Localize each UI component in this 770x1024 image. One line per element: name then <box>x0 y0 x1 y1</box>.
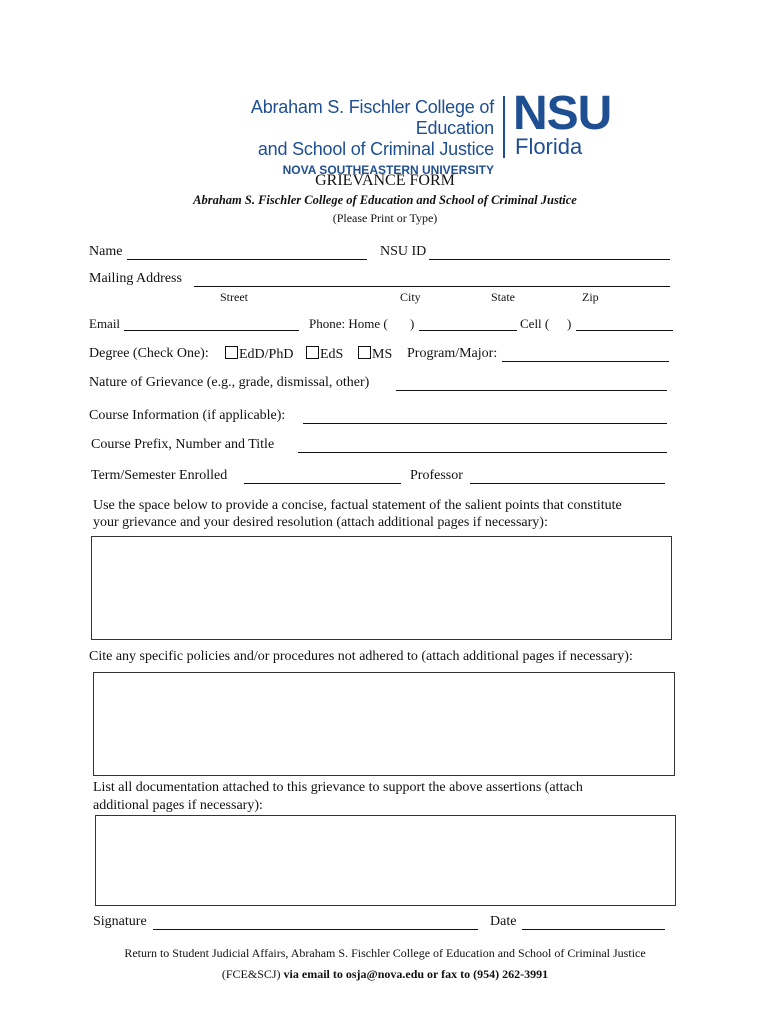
degree-label: Degree (Check One): <box>89 346 209 361</box>
degree-option-label: EdS <box>320 347 344 362</box>
nsu-id-label: NSU ID <box>380 244 427 259</box>
form-instructions: (Please Print or Type) <box>332 211 438 225</box>
mailing-address-field[interactable] <box>194 286 670 287</box>
policies-label: Cite any specific policies and/or procedures not adhered to (attach additional pages if necessary): <box>89 649 633 664</box>
footer-contact-details: via email to osja@nova.edu or fax to (954) 262-3991 <box>283 967 549 981</box>
professor-label: Professor <box>410 468 463 483</box>
cell-field[interactable] <box>576 330 673 331</box>
street-label: Street <box>220 290 248 304</box>
college-logo-text <box>172 97 494 178</box>
documentation-instruction-line2: additional pages if necessary): <box>93 798 263 813</box>
documentation-textarea[interactable] <box>95 815 676 906</box>
checkbox-icon[interactable] <box>358 346 371 359</box>
course-prefix-field[interactable] <box>298 452 667 453</box>
cell-close: ) <box>567 316 572 331</box>
degree-option-ms[interactable] <box>358 346 392 363</box>
documentation-instruction-line1: List all documentation attached to this grievance to support the above assertions (attach <box>93 780 583 795</box>
logo-college-name: Abraham S. Fischler College of Education <box>250 97 494 138</box>
course-info-label: Course Information (if applicable): <box>89 408 286 423</box>
logo-divider <box>503 96 505 158</box>
checkbox-icon[interactable] <box>306 346 319 359</box>
professor-field[interactable] <box>470 483 665 484</box>
statement-instruction-line2: your grievance and your desired resolution (attach additional pages if necessary): <box>93 515 548 530</box>
statement-instruction-line1: Use the space below to provide a concise, factual statement of the salient points that constitute <box>93 498 622 513</box>
name-field[interactable] <box>127 259 367 260</box>
term-field[interactable] <box>244 483 401 484</box>
mailing-address-label: Mailing Address <box>89 271 182 286</box>
degree-option-edd-phd[interactable] <box>225 346 293 363</box>
logo-school-name: and School of Criminal Justice <box>257 139 494 159</box>
name-label: Name <box>89 244 123 259</box>
date-field[interactable] <box>522 929 665 930</box>
form-title: GRIEVANCE FORM <box>315 172 455 189</box>
policies-textarea[interactable] <box>93 672 675 776</box>
zip-label: Zip <box>582 290 599 304</box>
degree-option-label: MS <box>372 347 393 362</box>
form-subtitle: Abraham S. Fischler College of Education and School of Criminal Justice <box>193 193 577 207</box>
course-info-field[interactable] <box>303 423 667 424</box>
email-field[interactable] <box>124 330 299 331</box>
phone-home-close: ) <box>410 316 415 331</box>
footer-dept-abbrev: (FCE&SCJ) <box>221 967 281 981</box>
footer-contact <box>0 967 770 982</box>
course-prefix-label: Course Prefix, Number and Title <box>91 437 275 452</box>
cell-label: Cell ( <box>520 316 550 331</box>
footer-return-instructions: Return to Student Judicial Affairs, Abraham S. Fischler College of Education and School of Criminal Justice <box>124 946 646 960</box>
statement-textarea[interactable] <box>91 536 672 640</box>
program-major-label: Program/Major: <box>407 346 498 361</box>
nature-of-grievance-label: Nature of Grievance (e.g., grade, dismissal, other) <box>89 375 370 390</box>
state-label: State <box>491 290 515 304</box>
signature-label: Signature <box>93 914 147 929</box>
city-label: City <box>400 290 421 304</box>
email-label: Email <box>89 316 121 331</box>
nsu-id-field[interactable] <box>429 259 670 260</box>
signature-field[interactable] <box>153 929 478 930</box>
term-label: Term/Semester Enrolled <box>91 468 228 483</box>
date-label: Date <box>490 914 517 929</box>
degree-option-eds[interactable] <box>306 346 343 363</box>
nature-of-grievance-field[interactable] <box>396 390 667 391</box>
degree-option-label: EdD/PhD <box>239 347 294 362</box>
phone-home-label: Phone: Home ( <box>309 316 388 331</box>
program-major-field[interactable] <box>502 361 669 362</box>
nsu-logo: NSU <box>513 87 612 140</box>
florida-logo: Florida <box>515 134 583 159</box>
logo-university-name: NOVA SOUTHEASTERN UNIVERSITY <box>282 163 494 177</box>
checkbox-icon[interactable] <box>225 346 238 359</box>
phone-home-field[interactable] <box>419 330 517 331</box>
